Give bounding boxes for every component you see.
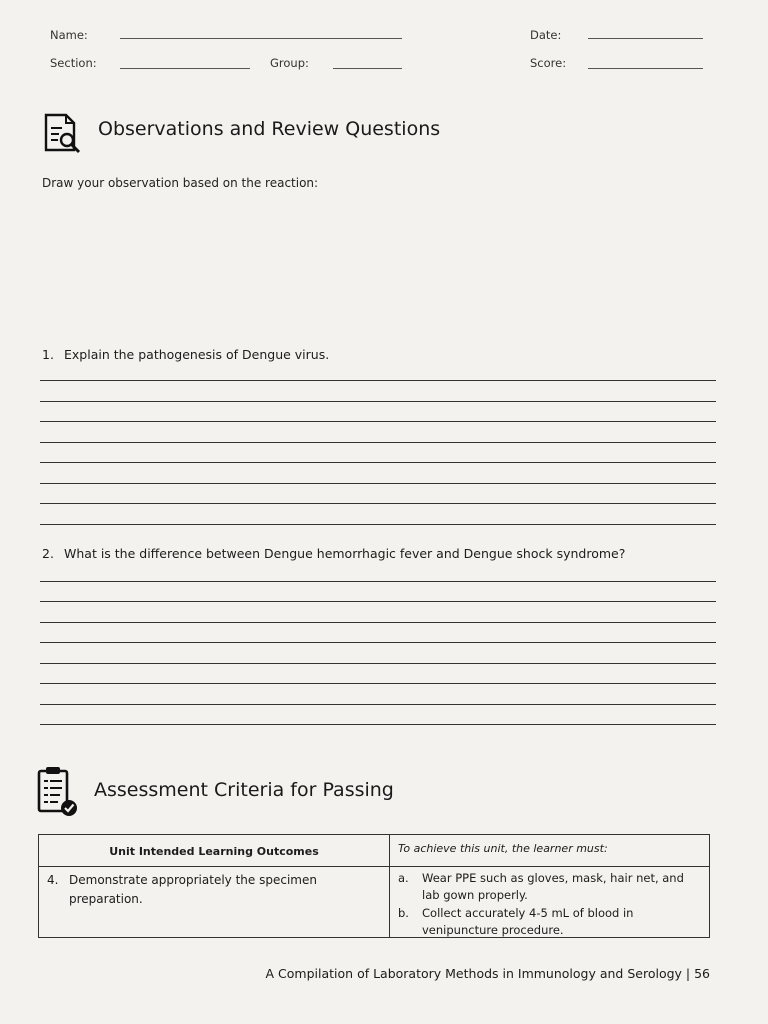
assessment-title: Assessment Criteria for Passing — [94, 779, 394, 801]
clipboard-check-icon — [36, 764, 80, 818]
group-line[interactable] — [333, 68, 402, 69]
criteria-letter: a. — [398, 871, 409, 885]
group-label: Group: — [270, 56, 309, 70]
answer-line[interactable] — [40, 683, 716, 684]
answer-line[interactable] — [40, 401, 716, 402]
outcome-number: 4. — [47, 873, 59, 887]
answer-line[interactable] — [40, 421, 716, 422]
question-text: Explain the pathogenesis of Dengue virus. — [64, 347, 330, 362]
score-line[interactable] — [588, 68, 703, 69]
question-text: What is the difference between Dengue hemorrhagic fever and Dengue shock syndrome? — [64, 546, 626, 561]
criteria-letter: b. — [398, 906, 409, 920]
question-number: 1. — [42, 347, 54, 362]
assessment-table — [38, 834, 710, 938]
criteria-text: Wear PPE such as gloves, mask, hair net, and lab gown properly. — [422, 871, 684, 902]
answer-line[interactable] — [40, 380, 716, 381]
answer-line[interactable] — [40, 462, 716, 463]
page-footer: A Compilation of Laboratory Methods in Immunology and Serology | 56 — [265, 966, 710, 981]
name-label: Name: — [50, 28, 88, 42]
answer-line[interactable] — [40, 601, 716, 602]
question-number: 2. — [42, 546, 54, 561]
answer-line[interactable] — [40, 524, 716, 525]
score-label: Score: — [530, 56, 567, 70]
criteria-item — [390, 905, 709, 939]
observation-instruction: Draw your observation based on the reaction: — [42, 176, 319, 190]
answer-line[interactable] — [40, 663, 716, 664]
criteria-text: Collect accurately 4-5 mL of blood in venipuncture procedure. — [422, 906, 634, 937]
answer-line[interactable] — [40, 704, 716, 705]
table-cell-criteria — [390, 867, 709, 937]
observations-title: Observations and Review Questions — [98, 118, 441, 140]
outcome-text: Demonstrate appropriately the specimen preparation. — [69, 873, 317, 906]
date-line[interactable] — [588, 38, 703, 39]
drawing-area[interactable] — [42, 198, 718, 338]
document-search-icon — [42, 112, 86, 156]
answer-line[interactable] — [40, 442, 716, 443]
answer-line[interactable] — [40, 483, 716, 484]
table-header-criteria: To achieve this unit, the learner must: — [390, 835, 709, 867]
answer-line[interactable] — [40, 724, 716, 725]
date-label: Date: — [530, 28, 562, 42]
criteria-item — [390, 870, 709, 904]
question-1 — [42, 347, 329, 362]
question-2 — [42, 546, 625, 561]
table-cell-outcome — [39, 867, 390, 937]
answer-line[interactable] — [40, 503, 716, 504]
answer-line[interactable] — [40, 622, 716, 623]
answer-line[interactable] — [40, 581, 716, 582]
name-line[interactable] — [120, 38, 402, 39]
section-line[interactable] — [120, 68, 250, 69]
answer-line[interactable] — [40, 642, 716, 643]
table-header-outcomes: Unit Intended Learning Outcomes — [39, 835, 390, 867]
section-label: Section: — [50, 56, 97, 70]
